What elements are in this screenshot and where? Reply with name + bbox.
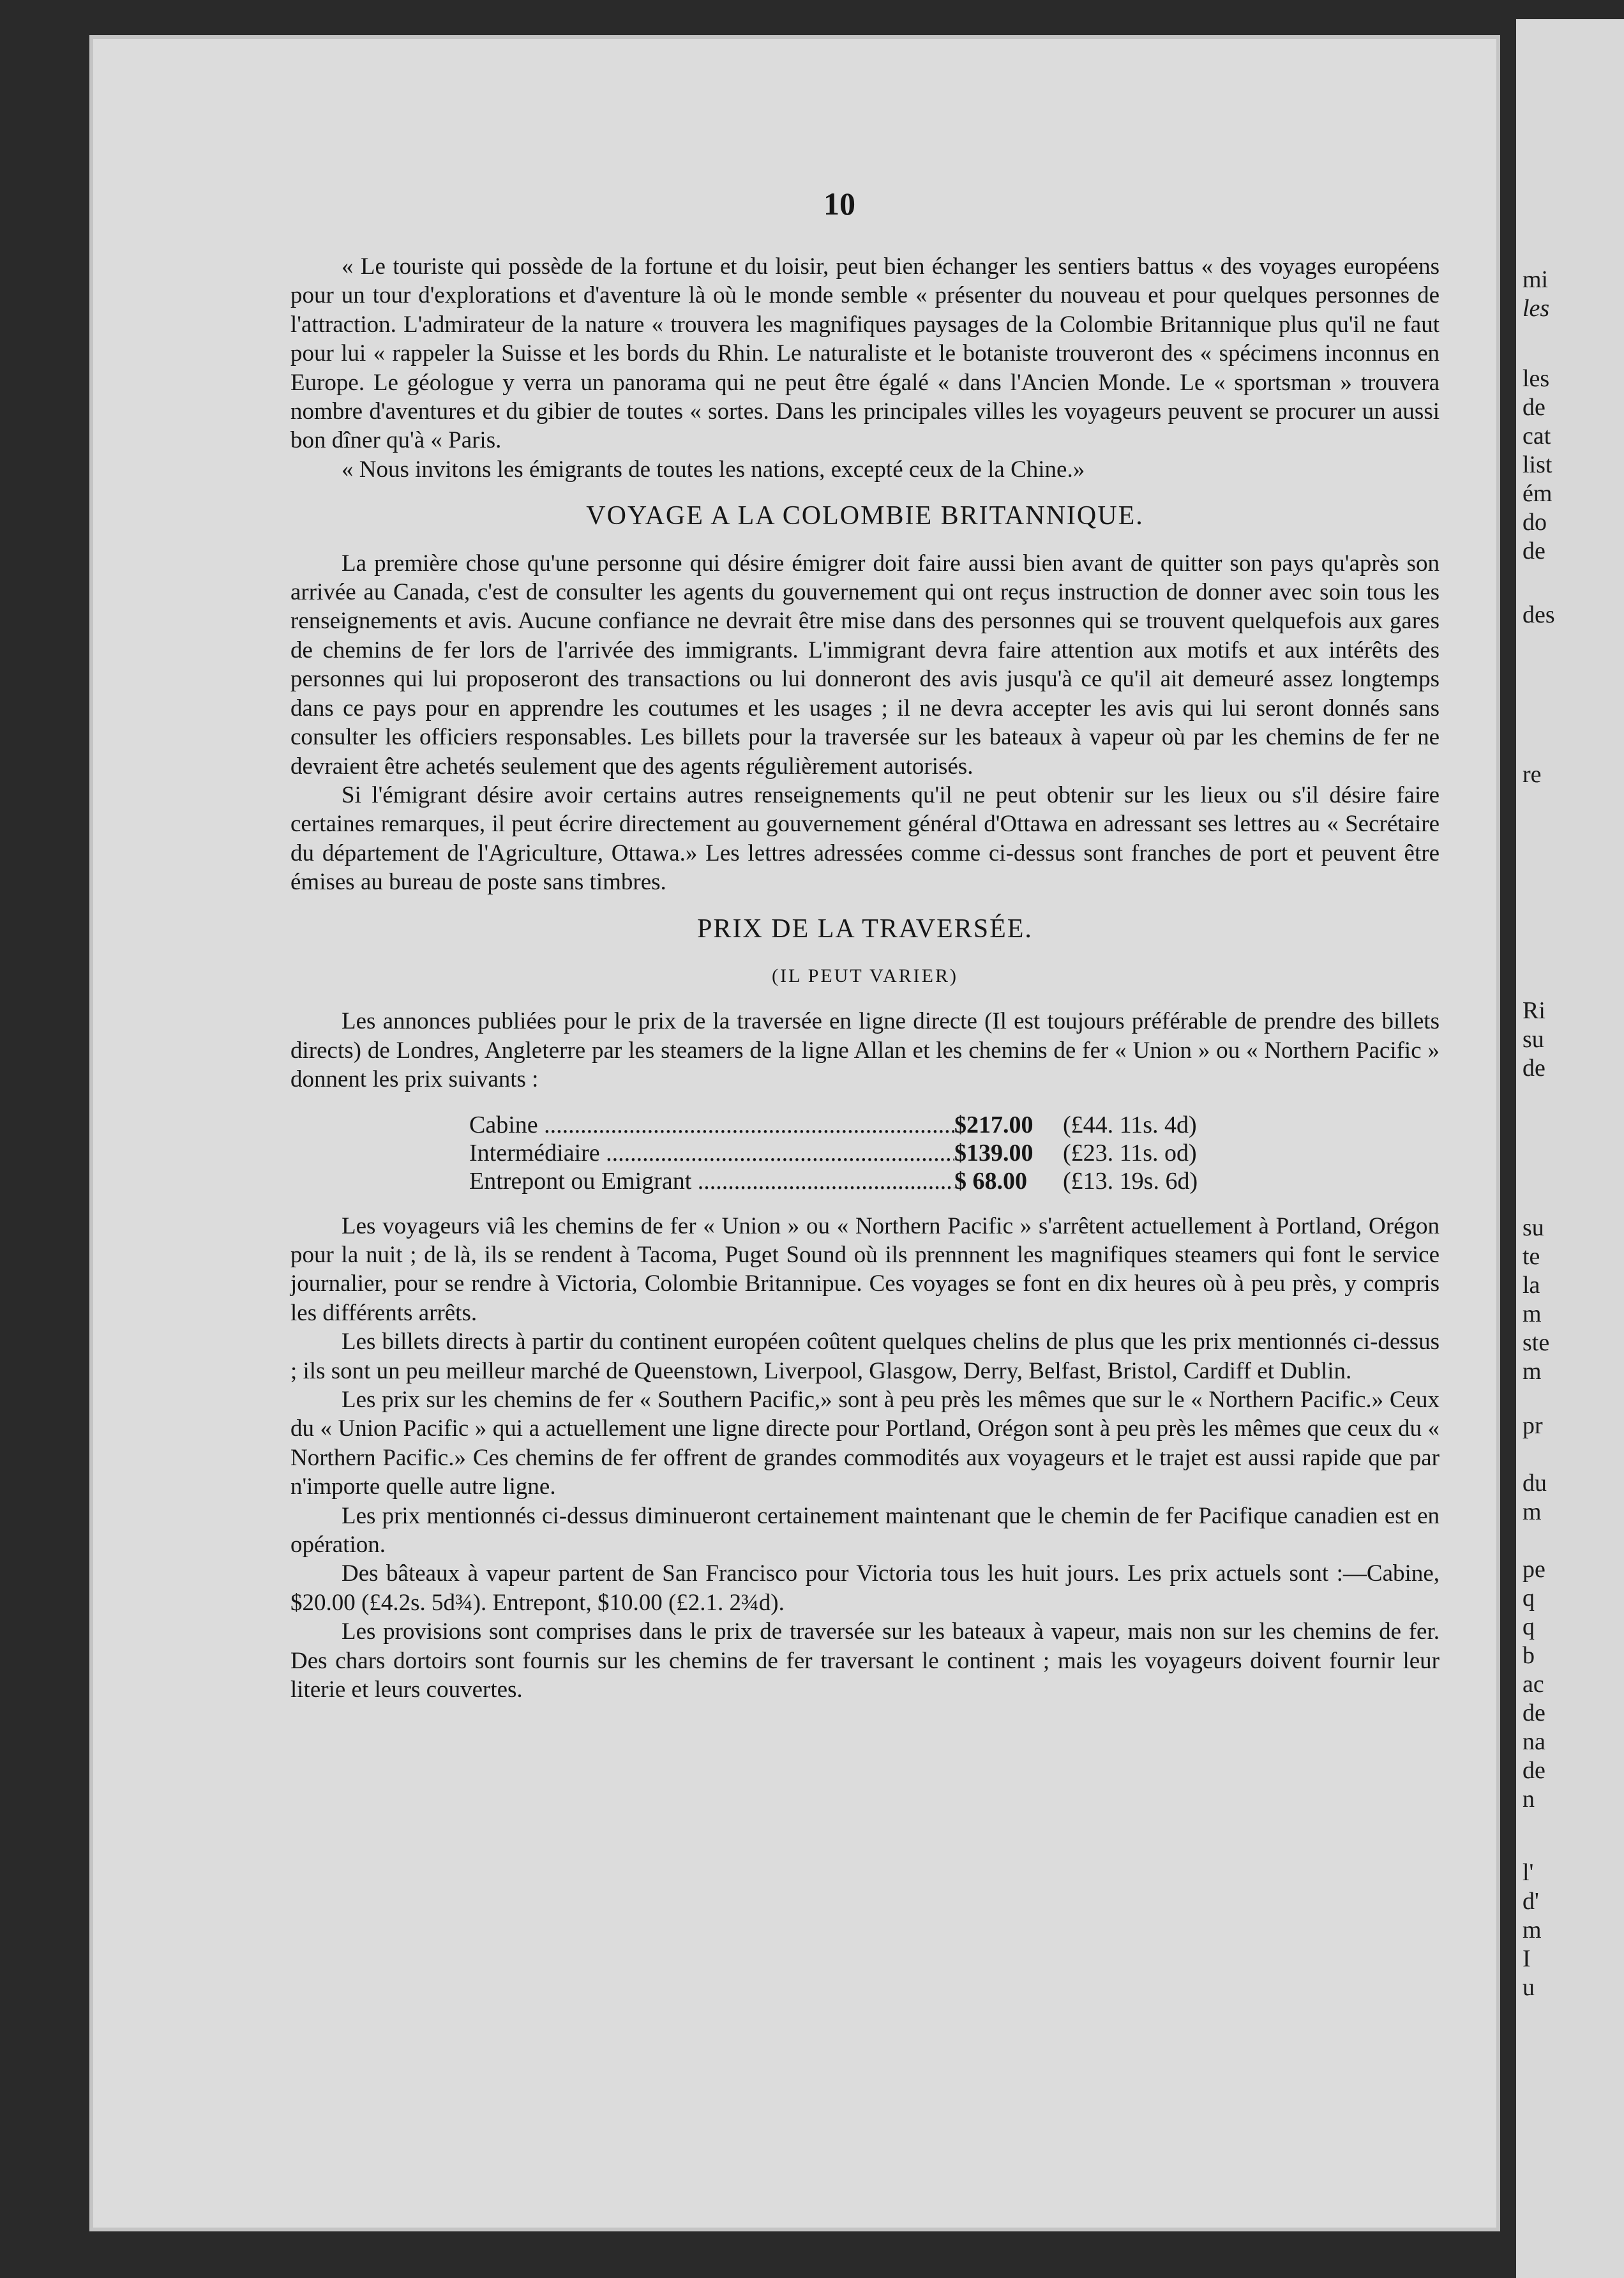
adjacent-fragment: Ri	[1522, 997, 1545, 1024]
fare-pounds: (£44. 11s. 4d)	[1063, 1111, 1197, 1138]
adjacent-fragment: q	[1522, 1585, 1535, 1611]
adjacent-fragment: mi	[1522, 266, 1549, 293]
quote-paragraph: « Le touriste qui possède de la fortune et du loisir, peut bien échanger les sentiers battus « des voyages européens pour un tour d'explorations et d'aventure là où le monde semble « présenter du nouveau et pour quelques personnes de l'attraction. L'admirateur de la nature « trouvera les magnifiques paysages de la Colombie Britannique plus qu'il ne faut pour lui « rappeler la Suisse et les bords du Rhin. Le naturaliste et le botaniste trouveront des « spécimens inconnus en Europe. Le géologue y verra un panorama qui ne peut être égalé « dans l'Ancien Monde. Le « sportsman » trouvera nombre d'aventures et du gibier de toutes « sortes. Dans les principales villes les voyageurs peuvent se procurer un aussi bon dîner qu'à « Paris.	[290, 253, 1440, 454]
adjacent-fragment: re	[1522, 761, 1542, 788]
adjacent-fragment: les	[1522, 295, 1550, 322]
adjacent-fragment: m	[1522, 1358, 1542, 1385]
adjacent-fragment: d'	[1522, 1888, 1539, 1915]
quote-paragraph: « Nous invitons les émigrants de toutes les nations, excepté ceux de la Chine.»	[342, 456, 1085, 483]
fare-dollars: $139.00	[954, 1139, 1034, 1166]
section-subheading: (IL PEUT VARIER)	[772, 965, 958, 986]
adjacent-fragment: su	[1522, 1026, 1544, 1053]
adjacent-fragment: q	[1522, 1613, 1535, 1640]
section-heading: VOYAGE A LA COLOMBIE BRITANNIQUE.	[586, 501, 1144, 531]
body-paragraph: Des bâteaux à vapeur partent de San Francisco pour Victoria tous les huit jours. Les prix actuels sont :—Cabine, $20.00 (£4.2s. 5d¾). Entrepont, $10.00 (£2.1. 2¾d).	[290, 1560, 1440, 1616]
body-paragraph: Les billets directs à partir du continent européen coûtent quelques chelins de plus que les prix mentionnés ci-dessus ; ils sont un peu meilleur marché de Queenstown, Liverpool, Glasgow, Derry, Belfast, Bristol, Cardiff et Dublin.	[290, 1329, 1440, 1384]
body-paragraph: Les prix mentionnés ci-dessus diminueront certainement maintenant que le chemin de fer Pacifique canadien est en opération.	[290, 1502, 1440, 1558]
adjacent-fragment: m	[1522, 1301, 1542, 1327]
adjacent-fragment: cat	[1522, 423, 1551, 449]
adjacent-fragment: de	[1522, 1757, 1545, 1784]
adjacent-fragment: l'	[1522, 1859, 1534, 1886]
adjacent-fragment: de	[1522, 394, 1545, 421]
section-heading: PRIX DE LA TRAVERSÉE.	[697, 914, 1033, 944]
adjacent-fragment: do	[1522, 509, 1547, 536]
quotation-block	[290, 252, 1440, 484]
adjacent-fragment: pr	[1522, 1412, 1543, 1439]
adjacent-fragment: te	[1522, 1243, 1540, 1270]
fare-class: Intermédiaire .....	[469, 1139, 954, 1167]
adjacent-fragment: m	[1522, 1498, 1542, 1525]
fare-dollars: $ 68.00	[954, 1167, 1027, 1195]
page-number: 10	[823, 186, 855, 222]
body-paragraph: Les prix sur les chemins de fer « Southern Pacific,» sont à peu près les mêmes que sur le « Northern Pacific.» Ceux du « Union Pacific » qui a actuellement une ligne directe pour Portland, Orégon sont à peu près les mêmes que ceux du « Northern Pacific.» Ces chemins de fer offrent de grandes commodités aux voyageurs et le trajet est aussi rapide que par n'importe quelle autre ligne.	[290, 1387, 1440, 1500]
adjacent-fragment: u	[1522, 1974, 1535, 2001]
adjacent-page-strip	[1516, 19, 1624, 2278]
body-paragraph: Les provisions sont comprises dans le prix de traversée sur les bateaux à vapeur, mais non sur les chemins de fer. Des chars dortoirs sont fournis sur les chemins de fer traversant le continent ; mais les voyageurs doivent fournir leur literie et leurs couvertes.	[290, 1618, 1440, 1703]
adjacent-fragment: n	[1522, 1786, 1535, 1813]
fare-dollars: $217.00	[954, 1111, 1034, 1138]
adjacent-fragment: I	[1522, 1945, 1531, 1972]
adjacent-fragment: ste	[1522, 1329, 1550, 1356]
fare-row	[469, 1111, 1440, 1139]
adjacent-fragment: ém	[1522, 480, 1553, 507]
fare-row	[469, 1167, 1440, 1195]
adjacent-fragment: pe	[1522, 1556, 1545, 1583]
fare-pounds: (£13. 19s. 6d)	[1063, 1167, 1198, 1195]
fare-class: Entrepont ou Emigrant .....	[469, 1167, 954, 1195]
adjacent-fragment: la	[1522, 1272, 1540, 1299]
body-paragraph: Les voyageurs viâ les chemins de fer « Union » ou « Northern Pacific » s'arrêtent actuellement à Portland, Orégon pour la nuit ; de là, ils se rendent à Tacoma, Puget Sound où ils prennnent les magnifiques steamers qui font le service journalier, pour se rendre à Victoria, Colombie Britannipue. Ces voyages se font en dix heures où à peu près, y compris les différents arrêts.	[290, 1212, 1440, 1326]
fare-class: Cabine .....	[469, 1111, 954, 1139]
adjacent-fragment: su	[1522, 1214, 1544, 1241]
adjacent-fragment: de	[1522, 1055, 1545, 1082]
adjacent-fragment: list	[1522, 451, 1553, 478]
adjacent-fragment: na	[1522, 1728, 1545, 1755]
fare-pounds: (£23. 11s. od)	[1063, 1139, 1197, 1166]
adjacent-fragment: les	[1522, 365, 1550, 392]
adjacent-fragment: des	[1522, 601, 1555, 628]
adjacent-fragment: du	[1522, 1470, 1547, 1497]
adjacent-fragment: m	[1522, 1917, 1542, 1943]
body-paragraph: La première chose qu'une personne qui désire émigrer doit faire aussi bien avant de quitter son pays qu'après son arrivée au Canada, c'est de consulter les agents du gouvernement qui ont reçus instruction de donner avec soin tous les renseignements et avis. Aucune confiance ne devrait être mise dans des personnes qui se trouvent quelquefois aux gares de chemins de fer lors de l'arrivée des immigrants. L'immigrant devra faire attention aux motifs et aux intérêts des personnes qui lui proposeront des transactions ou lui donneront des avis jusqu'à ce qu'il ait demeuré assez longtemps dans ce pays pour en apprendre les coutumes et les usages ; il ne devra accepter les avis qui lui seront donnés sans consulter les officiers responsables. Les billets pour la traversée sur les bateaux à vapeur où par les chemins de fer ne devraient être achetés seulement que des agents régulièrement autorisés.	[290, 550, 1440, 780]
body-paragraph: Si l'émigrant désire avoir certains autres renseignements qu'il ne peut obtenir sur les lieux ou s'il désire faire certaines remarques, il peut écrire directement au gouvernement général d'Ottawa en adressant ses lettres au « Secrétaire du département de l'Agriculture, Ottawa.» Les lettres adressées comme ci-dessus sont franches de port et peuvent être émises au bureau de poste sans timbres.	[290, 781, 1440, 896]
fare-table	[469, 1111, 1440, 1195]
fare-row	[469, 1139, 1440, 1167]
adjacent-fragment: b	[1522, 1642, 1535, 1669]
adjacent-fragment: de	[1522, 1700, 1545, 1726]
page-content	[290, 252, 1440, 1704]
body-paragraph: Les annonces publiées pour le prix de la traversée en ligne directe (Il est toujours préférable de prendre des billets directs) de Londres, Angleterre par les steamers de la ligne Allan et les chemins de fer « Union » ou « Northern Pacific » donnent les prix suivants :	[290, 1008, 1440, 1093]
adjacent-fragment: ac	[1522, 1671, 1544, 1698]
adjacent-fragment: de	[1522, 538, 1545, 564]
